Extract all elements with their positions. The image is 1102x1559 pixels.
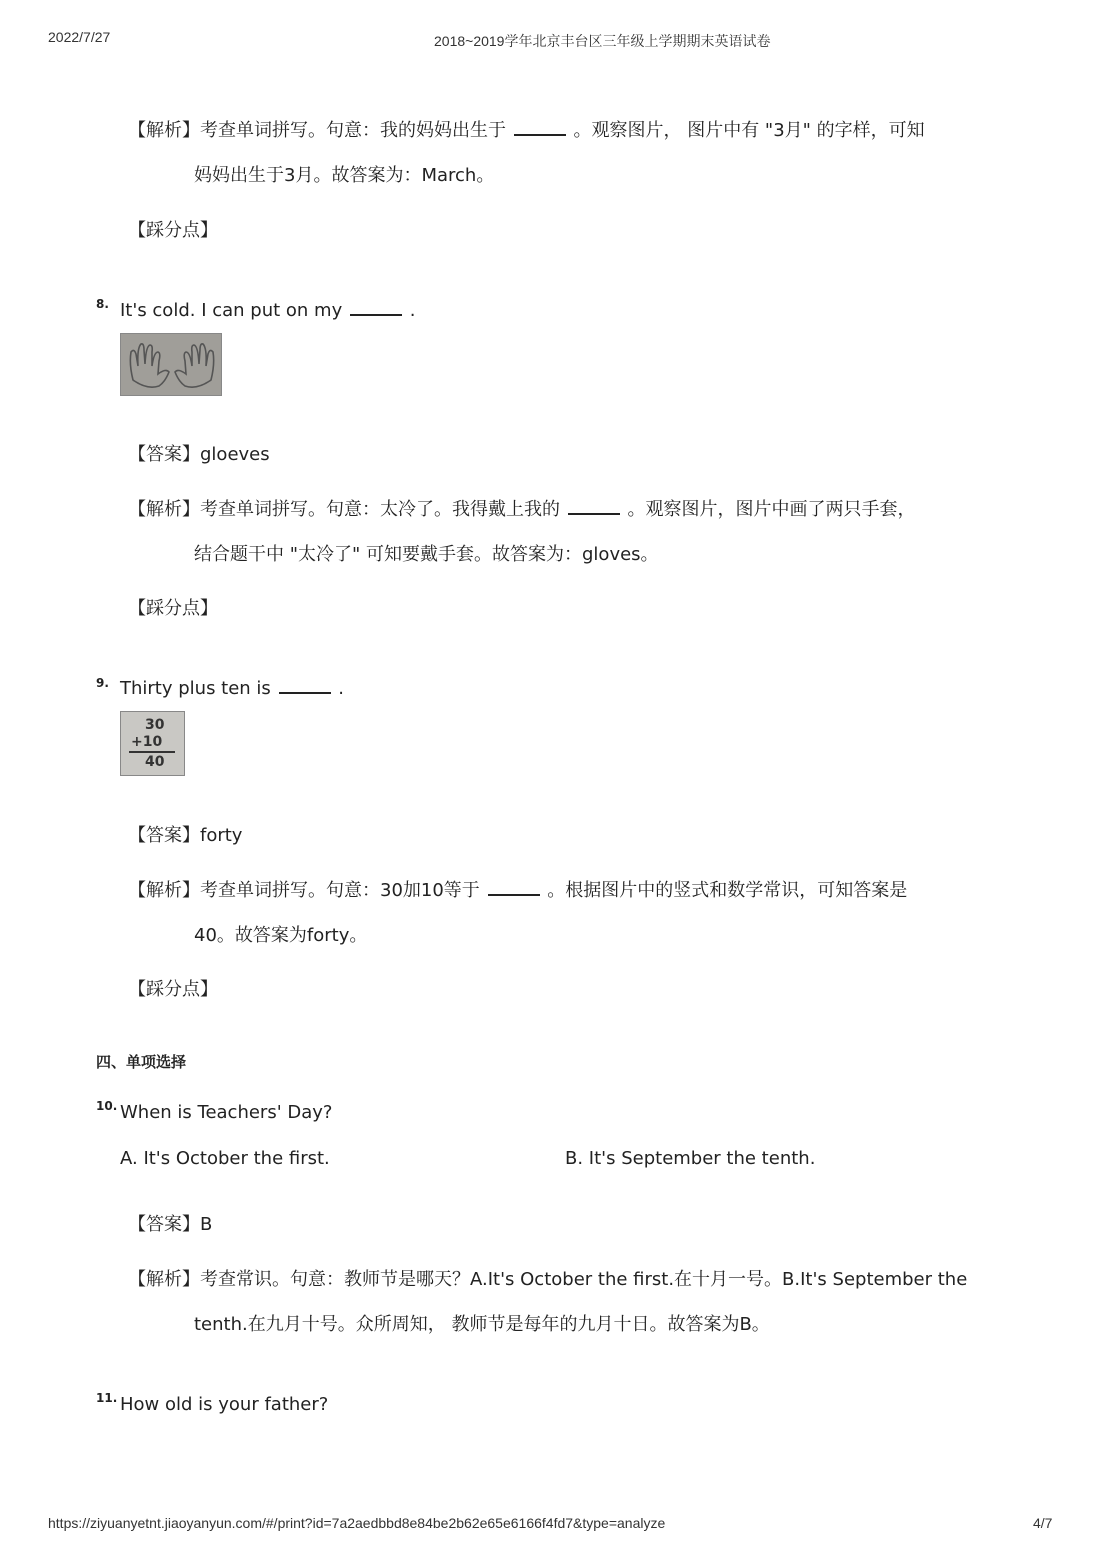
q8-answer [128, 440, 270, 466]
q8-analysis-line2: 结合题干中 "太冷了" 可知要戴手套。故答案为：gloves。 [194, 544, 659, 565]
q10-answer-value: B [200, 1214, 213, 1235]
q8-stem [120, 300, 415, 321]
footer-url[interactable]: https://ziyuanyetnt.jiaoyanyun.com/#/print?id=7a2aedbbd8e84be2b62e65e6166f4fd7&type=analyze [48, 1515, 666, 1531]
q10-answer [128, 1210, 212, 1236]
q8-analysis [128, 495, 915, 521]
addition-rule [129, 751, 175, 753]
q11-number: 11. [96, 1391, 118, 1405]
addition-top: 30 [145, 717, 165, 733]
analysis-label: 【解析】 [128, 880, 200, 901]
analysis-label: 【解析】 [128, 499, 200, 520]
q8-answer-value: gloeves [200, 444, 270, 465]
q7-analysis [128, 116, 925, 142]
q7-analysis-line2: 妈妈出生于3月。故答案为：March。 [194, 165, 495, 186]
addition-middle: +10 [131, 734, 163, 750]
q7-analysis-text-b: 。观察图片， 图片中有 "3月" 的字样，可知 [573, 120, 925, 141]
answer-blank [514, 120, 566, 136]
q9-stem-text: Thirty plus ten is [120, 678, 271, 699]
answer-blank [488, 880, 540, 896]
q7-analysis-text-a: 考查单词拼写。句意：我的妈妈出生于 [200, 120, 506, 141]
addition-result: 40 [145, 754, 165, 770]
answer-label: 【答案】 [128, 1214, 200, 1235]
q8-analysis-text-b: 。观察图片，图片中画了两只手套， [627, 499, 916, 520]
answer-label: 【答案】 [128, 444, 200, 465]
gloves-image [120, 333, 222, 396]
q8-stem-text: It's cold. I can put on my [120, 300, 343, 321]
q9-answer [128, 821, 242, 847]
q8-stem-end: . [409, 300, 416, 321]
q7-points-label: 【踩分点】 [128, 220, 218, 241]
q9-answer-value: forty [200, 825, 243, 846]
answer-blank [279, 678, 331, 694]
q11-stem: How old is your father? [120, 1394, 329, 1415]
page-number: 4/7 [1033, 1515, 1053, 1531]
section-title: 四、单项选择 [96, 1053, 187, 1071]
q10-option-b: B. It's September the tenth. [565, 1148, 816, 1169]
q9-number: 9. [96, 676, 109, 690]
document-title: 2018~2019学年北京丰台区三年级上学期期末英语试卷 [434, 33, 771, 49]
q10-analysis [128, 1265, 967, 1291]
q10-stem: When is Teachers' Day? [120, 1102, 333, 1123]
q9-analysis-text-a: 考查单词拼写。句意：30加10等于 [200, 880, 480, 901]
q8-number: 8. [96, 297, 109, 311]
addition-image [120, 711, 185, 776]
q10-analysis-text: 考查常识。句意：教师节是哪天？A.It's October the first.在十月一号。B.It's September the [200, 1269, 968, 1290]
q9-stem [120, 678, 344, 699]
gloves-icon [121, 334, 221, 395]
q10-option-a: A. It's October the first. [120, 1148, 330, 1169]
answer-blank [568, 499, 620, 515]
q8-analysis-text-a: 考查单词拼写。句意：太冷了。我得戴上我的 [200, 499, 560, 520]
answer-blank [350, 300, 402, 316]
q9-analysis-text-b: 。根据图片中的竖式和数学常识，可知答案是 [547, 880, 908, 901]
q10-analysis-line2: tenth.在九月十号。众所周知， 教师节是每年的九月十日。故答案为B。 [194, 1314, 770, 1335]
q9-analysis [128, 876, 907, 902]
q9-points-label: 【踩分点】 [128, 979, 218, 1000]
analysis-label: 【解析】 [128, 120, 200, 141]
analysis-label: 【解析】 [128, 1269, 200, 1290]
print-date: 2022/7/27 [48, 29, 111, 45]
q9-stem-end: . [338, 678, 345, 699]
q9-analysis-line2: 40。故答案为forty。 [194, 925, 368, 946]
q8-points-label: 【踩分点】 [128, 598, 218, 619]
q10-number: 10. [96, 1099, 118, 1113]
answer-label: 【答案】 [128, 825, 200, 846]
